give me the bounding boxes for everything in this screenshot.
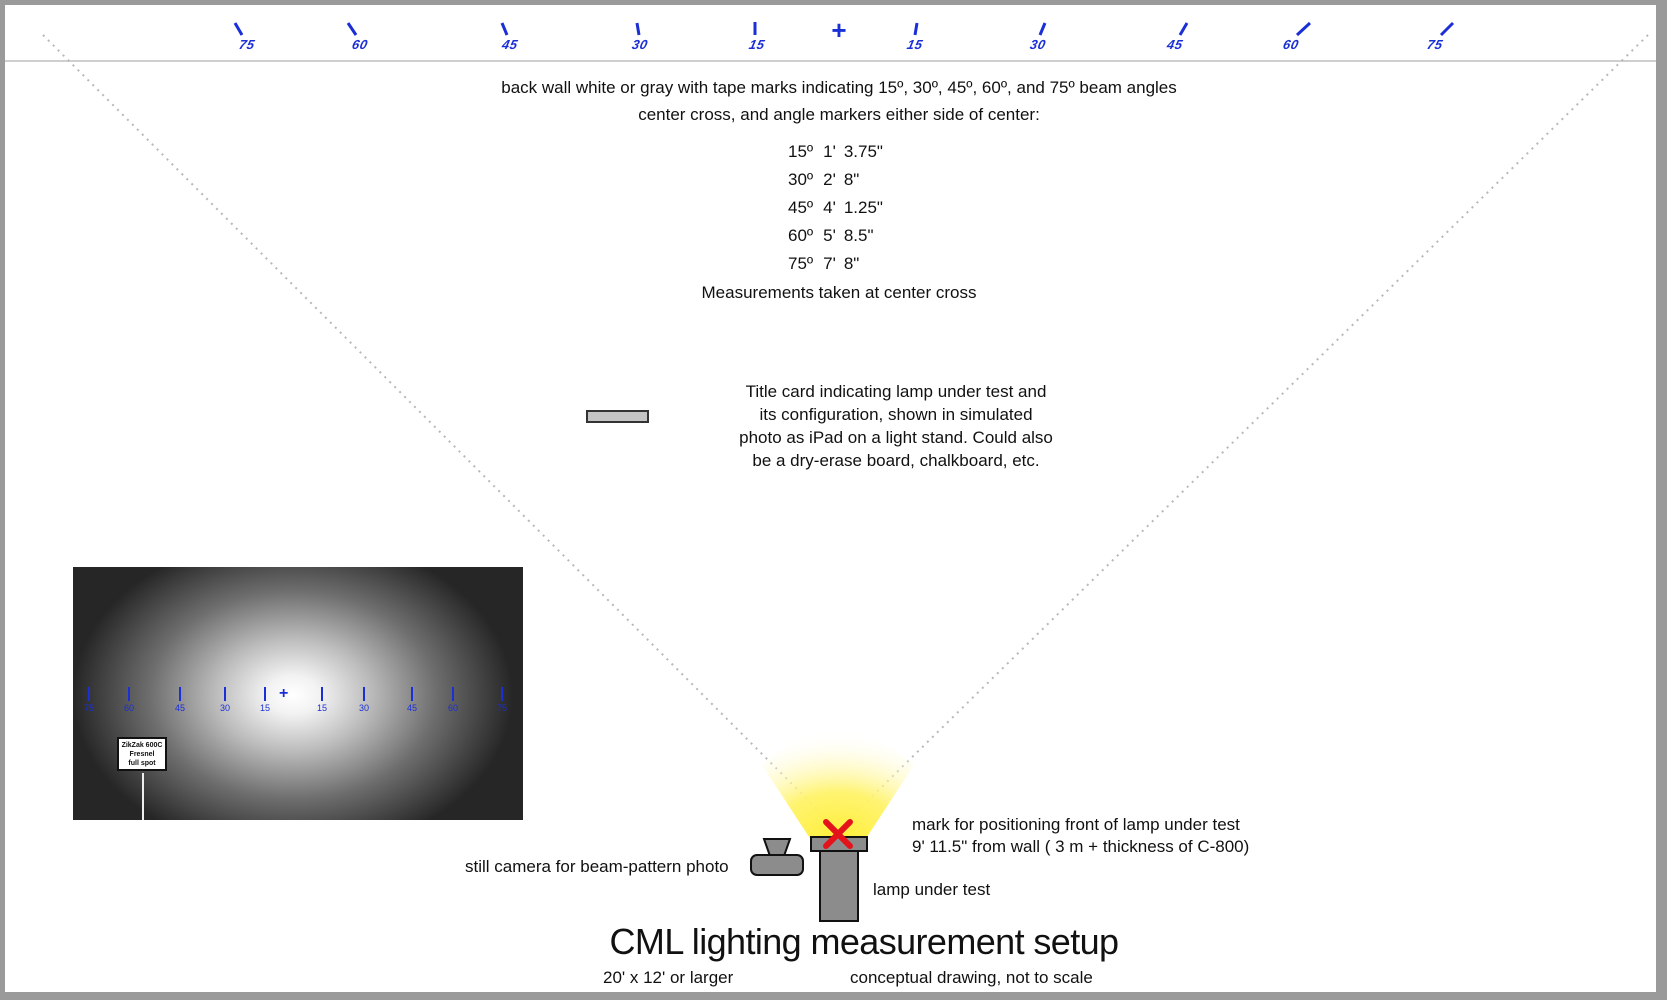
- wall-tick-label: 60: [350, 37, 370, 52]
- room-size-note: 20' x 12' or larger: [603, 968, 734, 987]
- wall-tick-label: 15: [905, 37, 925, 52]
- title-card-line: its configuration, shown in simulated: [759, 405, 1033, 424]
- inches-cell: 3.75": [843, 142, 883, 161]
- photo-card-line: full spot: [128, 760, 156, 767]
- feet-cell: 1': [823, 142, 836, 161]
- wall-tick-label: 75: [237, 37, 257, 52]
- photo-tick-label: 75: [83, 703, 95, 713]
- photo-tick-label: 30: [219, 703, 231, 713]
- angle-cell: 75º: [788, 254, 814, 273]
- wall-tick-label: 75: [1425, 37, 1445, 52]
- angle-cell: 45º: [788, 198, 814, 217]
- photo-tick-label: 60: [447, 703, 459, 713]
- feet-cell: 2': [823, 170, 836, 189]
- title-card-line: photo as iPad on a light stand. Could also: [739, 428, 1053, 447]
- photo-tick-label: 15: [259, 703, 271, 713]
- angle-cell: 60º: [788, 226, 814, 245]
- still-camera-icon: [751, 839, 803, 875]
- feet-cell: 4': [823, 198, 836, 217]
- wall-tick-label: 45: [1165, 37, 1185, 52]
- wall-tick-label: 15: [747, 37, 767, 52]
- photo-tick-label: 45: [406, 703, 418, 713]
- photo-tick-label: 75: [496, 703, 508, 713]
- photo-card-line: Fresnel: [129, 751, 155, 758]
- header-description-line2: center cross, and angle markers either side of center:: [638, 105, 1040, 124]
- photo-tick-label: 60: [123, 703, 135, 713]
- header-description-line1: back wall white or gray with tape marks indicating 15º, 30º, 45º, 60º, and 75º beam angles: [501, 78, 1177, 97]
- wall-tick-label: 60: [1281, 37, 1301, 52]
- wall-tick-label: 45: [500, 37, 520, 52]
- title-card-line: be a dry-erase board, chalkboard, etc.: [752, 451, 1040, 470]
- angle-cell: 30º: [788, 170, 814, 189]
- inches-cell: 8": [843, 170, 860, 189]
- photo-tick-label: 15: [316, 703, 328, 713]
- measurement-note: Measurements taken at center cross: [701, 283, 977, 302]
- feet-cell: 7': [823, 254, 836, 273]
- photo-card-line: ZikZak 600C: [121, 742, 163, 749]
- photo-tick-label: 45: [174, 703, 186, 713]
- light-beam-cone: [762, 730, 914, 843]
- lamp-body-icon: [820, 851, 858, 921]
- mark-description-line2: 9' 11.5" from wall ( 3 m + thickness of C-800): [912, 837, 1250, 856]
- inches-cell: 1.25": [843, 198, 883, 217]
- title-card-line: Title card indicating lamp under test and: [745, 382, 1047, 401]
- page-title: CML lighting measurement setup: [609, 921, 1119, 962]
- wall-center-cross: +: [831, 15, 847, 45]
- angle-cell: 15º: [788, 142, 814, 161]
- photo-tick-label: 30: [358, 703, 370, 713]
- lamp-setup-layer: [5, 5, 1667, 1000]
- inches-cell: 8": [843, 254, 860, 273]
- camera-label: still camera for beam-pattern photo: [465, 857, 729, 876]
- photo-center-cross: +: [279, 685, 289, 702]
- scale-note: conceptual drawing, not to scale: [850, 968, 1093, 987]
- inches-cell: 8.5": [843, 226, 874, 245]
- lamp-label: lamp under test: [873, 880, 991, 899]
- mark-description-line1: mark for positioning front of lamp under test: [912, 815, 1240, 834]
- feet-cell: 5': [823, 226, 836, 245]
- wall-tick-label: 30: [630, 37, 650, 52]
- wall-tick-label: 30: [1028, 37, 1048, 52]
